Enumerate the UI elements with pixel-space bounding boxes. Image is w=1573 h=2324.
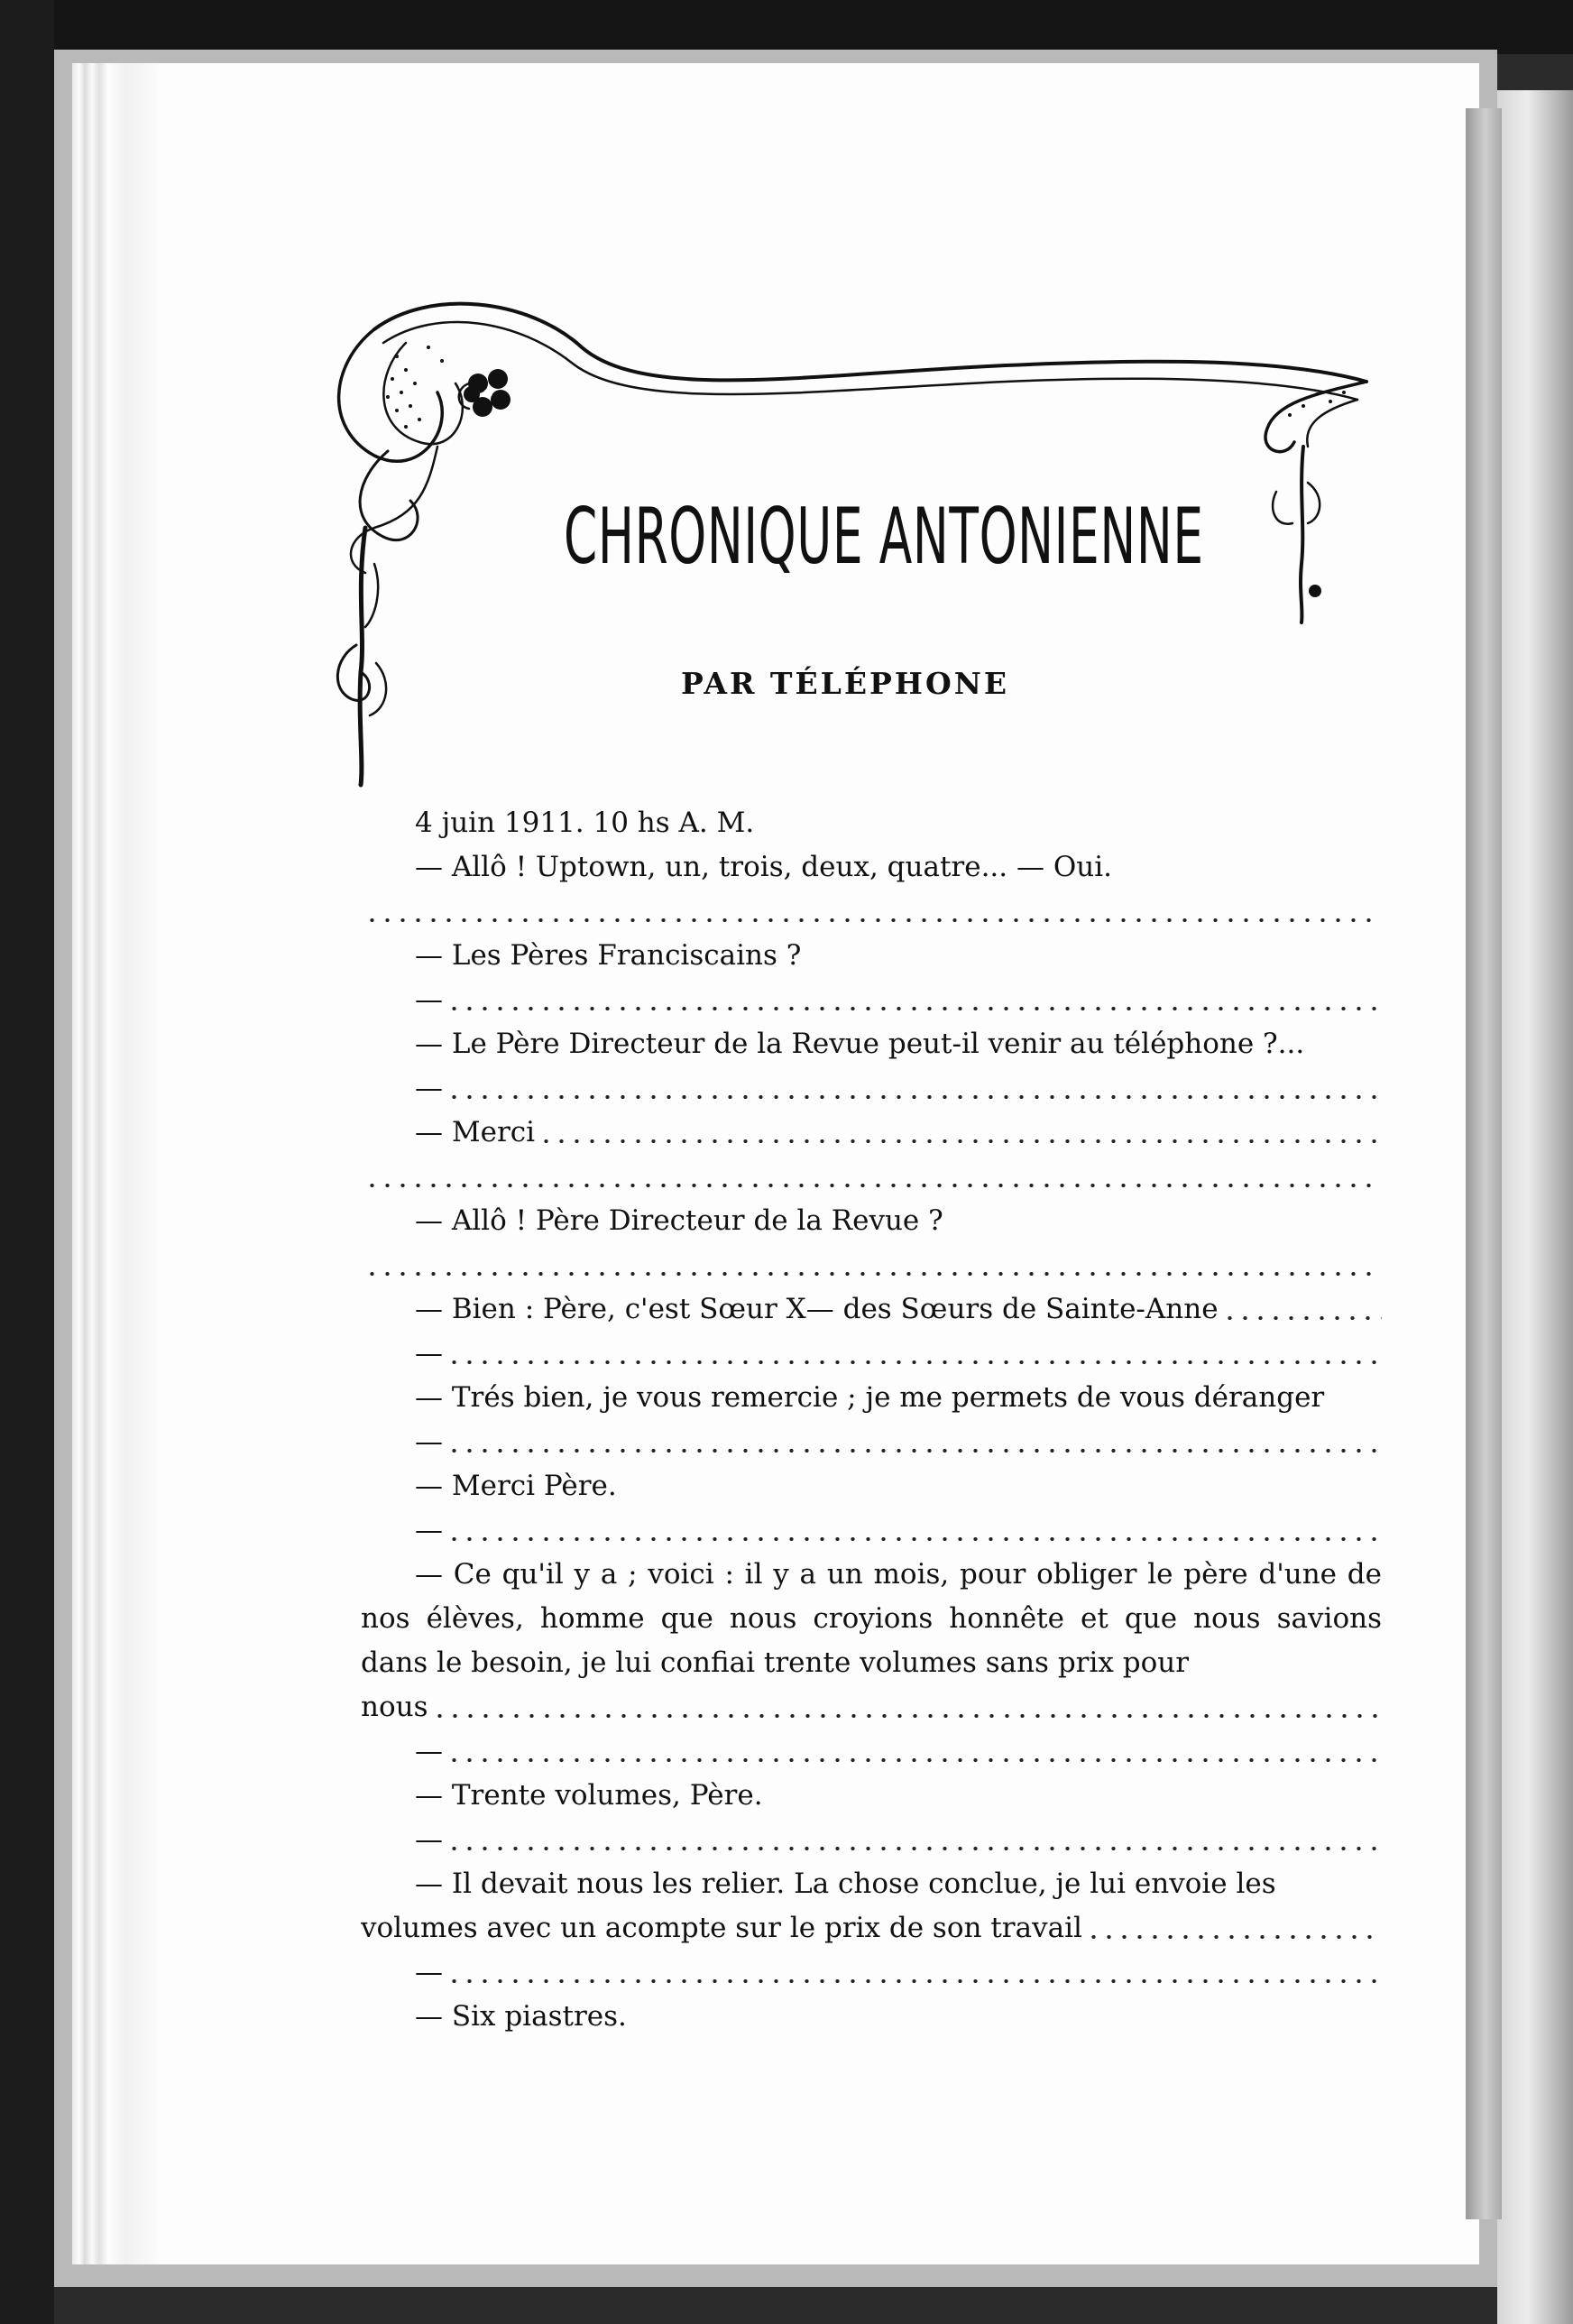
dotted-line bbox=[361, 1066, 1382, 1111]
text-line bbox=[361, 1111, 1382, 1155]
dialogue-line-end: nous bbox=[361, 1691, 428, 1723]
dotted-line bbox=[361, 1508, 1382, 1553]
dialogue-line: — Il devait nous les relier. La chose conclue, je lui envoie les bbox=[415, 1868, 1276, 1900]
dot-leader bbox=[364, 1272, 1382, 1276]
dialogue-body bbox=[361, 801, 1382, 2039]
dash: — bbox=[415, 1514, 443, 1546]
dot-leader bbox=[446, 1537, 1382, 1541]
dash: — bbox=[415, 1735, 443, 1767]
dialogue-line: — Le Père Directeur de la Revue peut-il venir au téléphone ?... bbox=[415, 1028, 1305, 1060]
dotted-line bbox=[361, 1155, 1382, 1199]
dotted-line bbox=[361, 1950, 1382, 1995]
dash: — bbox=[415, 1956, 443, 1988]
text-line bbox=[361, 1022, 1382, 1066]
dialogue-line: — Merci Père. bbox=[415, 1470, 617, 1502]
dialogue-line: — Bien : Père, c'est Sœur X— des Sœurs de Sainte-Anne bbox=[415, 1293, 1219, 1325]
gutter-shadow bbox=[1461, 108, 1502, 2219]
dot-leader bbox=[538, 1139, 1382, 1143]
page-subtitle: PAR TÉLÉPHONE bbox=[681, 666, 1010, 701]
text-line bbox=[361, 1287, 1382, 1332]
dot-leader bbox=[446, 1095, 1382, 1099]
dialogue-line: — Trés bien, je vous remercie ; je me permets de vous déranger bbox=[415, 1381, 1325, 1414]
dotted-line bbox=[361, 1420, 1382, 1464]
scan-background bbox=[0, 0, 1573, 54]
dot-leader bbox=[364, 918, 1382, 922]
dash: — bbox=[415, 1072, 443, 1104]
dash: — bbox=[415, 1425, 443, 1458]
dash: — bbox=[415, 1823, 443, 1856]
dot-leader bbox=[446, 1847, 1382, 1850]
text-line bbox=[361, 801, 1382, 845]
dot-leader bbox=[446, 1007, 1382, 1010]
text-line bbox=[361, 1774, 1382, 1818]
dialogue-line: — Allô ! Père Directeur de la Revue ? bbox=[415, 1204, 943, 1237]
text-line bbox=[361, 1376, 1382, 1420]
dialogue-line: — Allô ! Uptown, un, trois, deux, quatre... — Oui. bbox=[415, 851, 1112, 883]
dot-leader bbox=[446, 1979, 1382, 1983]
text-line bbox=[361, 1685, 1382, 1729]
facing-page-edge bbox=[1497, 90, 1573, 2324]
scan-background-left bbox=[0, 0, 54, 2324]
dotted-line bbox=[361, 978, 1382, 1022]
dash: — bbox=[415, 983, 443, 1016]
dialogue-line: — Six piastres. bbox=[415, 2000, 627, 2033]
dot-leader bbox=[1086, 1935, 1382, 1939]
dotted-line bbox=[361, 1729, 1382, 1774]
dot-leader bbox=[1222, 1316, 1382, 1320]
dialogue-line: — Merci bbox=[415, 1116, 536, 1148]
dot-leader bbox=[364, 1184, 1382, 1187]
text-line bbox=[361, 1199, 1382, 1243]
dot-leader bbox=[446, 1360, 1382, 1364]
text-line bbox=[361, 1906, 1382, 1950]
dotted-line bbox=[361, 1243, 1382, 1287]
dialogue-paragraph: — Ce qu'il y a ; voici : il y a un mois, pour obliger le père d'une de nos élèves, homme que nous croyions honnête et que nous savions dans le besoin, je lui confiai trente volumes sans prix pour bbox=[361, 1558, 1382, 1679]
text-line bbox=[361, 845, 1382, 890]
dot-leader bbox=[432, 1714, 1382, 1718]
dialogue-line: — Les Pères Franciscains ? bbox=[415, 939, 802, 972]
text-line bbox=[361, 1862, 1382, 1906]
dot-leader bbox=[446, 1449, 1382, 1452]
date-line: 4 juin 1911. 10 hs A. M. bbox=[415, 807, 755, 839]
text-line bbox=[361, 1464, 1382, 1508]
text-line bbox=[361, 1995, 1382, 2039]
text-line bbox=[361, 934, 1382, 978]
page-title: CHRONIQUE ANTONIENNE bbox=[564, 492, 1204, 582]
dotted-line bbox=[361, 1332, 1382, 1376]
dotted-line bbox=[361, 890, 1382, 934]
dialogue-line: — Trente volumes, Père. bbox=[415, 1779, 763, 1812]
dash: — bbox=[415, 1337, 443, 1370]
dot-leader bbox=[446, 1758, 1382, 1762]
dialogue-line-end: volumes avec un acompte sur le prix de son travail bbox=[361, 1912, 1082, 1944]
dotted-line bbox=[361, 1818, 1382, 1862]
